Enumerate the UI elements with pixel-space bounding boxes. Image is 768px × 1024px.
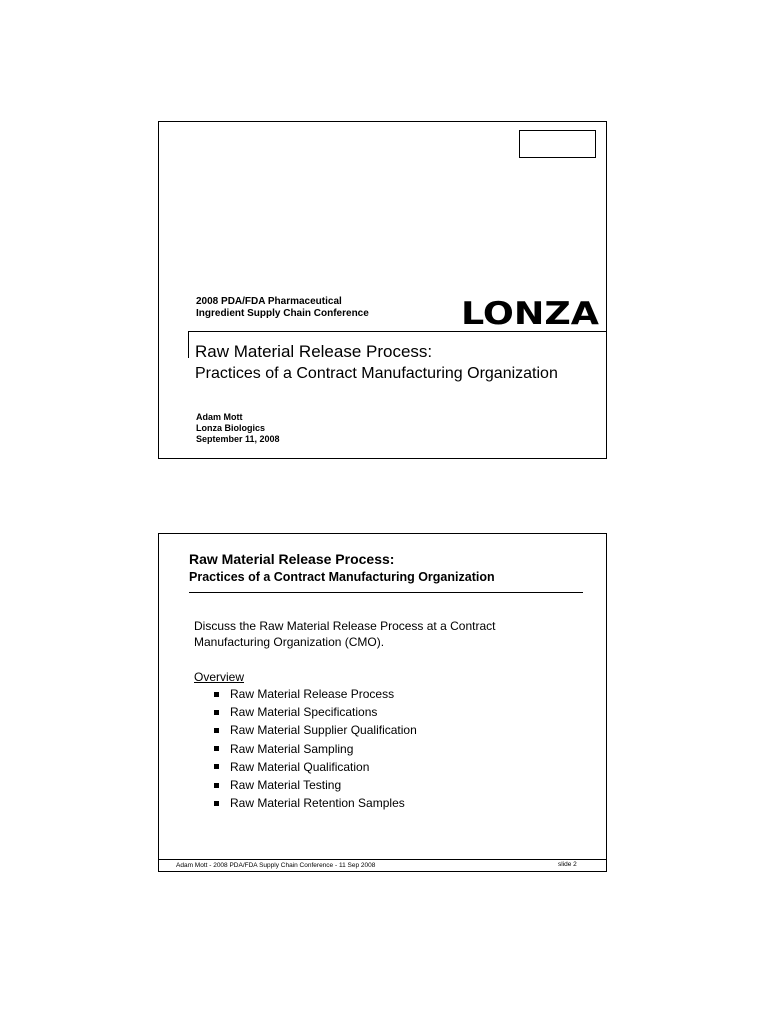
slide1-subtitle: Practices of a Contract Manufacturing Organization [195, 365, 558, 382]
list-item [214, 685, 417, 703]
bullet-square-icon [214, 692, 219, 697]
slide2-title: Raw Material Release Process: [189, 551, 395, 567]
author-block [196, 412, 280, 445]
author-name: Adam Mott [196, 412, 243, 422]
list-item-text: Raw Material Specifications [230, 705, 378, 720]
bullet-square-icon [214, 783, 219, 788]
footer-text: Adam Mott - 2008 PDA/FDA Supply Chain Conference - 11 Sep 2008 [176, 862, 376, 869]
list-item [214, 703, 417, 721]
list-item [214, 776, 417, 794]
list-item [214, 721, 417, 739]
slide2-subtitle: Practices of a Contract Manufacturing Organization [189, 570, 495, 584]
bullet-square-icon [214, 746, 219, 751]
title-divider-tick [188, 331, 189, 358]
intro-text: Discuss the Raw Material Release Process at a Contract Manufacturing Organization (CMO). [194, 619, 496, 649]
lonza-logo-text: LONZA [461, 296, 600, 330]
list-item [214, 794, 417, 812]
list-item-text: Raw Material Supplier Qualification [230, 723, 417, 738]
footer-divider [159, 859, 606, 860]
presentation-date: September 11, 2008 [196, 434, 280, 444]
conference-line-1: 2008 PDA/FDA Pharmaceutical [196, 296, 342, 307]
overview-slide [158, 533, 607, 872]
lonza-logo [461, 294, 601, 330]
overview-heading: Overview [194, 670, 245, 684]
list-item [214, 758, 417, 776]
author-organization: Lonza Biologics [196, 423, 266, 433]
bullet-square-icon [214, 764, 219, 769]
bullet-square-icon [214, 801, 219, 806]
conference-name [196, 296, 369, 320]
title-slide [158, 121, 607, 459]
slide-number: slide 2 [558, 861, 577, 868]
slide2-title-divider [189, 592, 583, 593]
conference-line-2: Ingredient Supply Chain Conference [196, 308, 369, 319]
list-item-text: Raw Material Release Process [230, 687, 395, 702]
list-item-text: Raw Material Testing [230, 778, 342, 793]
reference-box [519, 130, 596, 158]
slide1-title: Raw Material Release Process: [195, 342, 433, 361]
bullet-square-icon [214, 710, 219, 715]
list-item-text: Raw Material Qualification [230, 759, 370, 774]
list-item-text: Raw Material Retention Samples [230, 796, 405, 811]
overview-list [214, 685, 417, 812]
list-item-text: Raw Material Sampling [230, 741, 354, 756]
bullet-square-icon [214, 728, 219, 733]
list-item [214, 740, 417, 758]
title-divider [188, 331, 606, 332]
